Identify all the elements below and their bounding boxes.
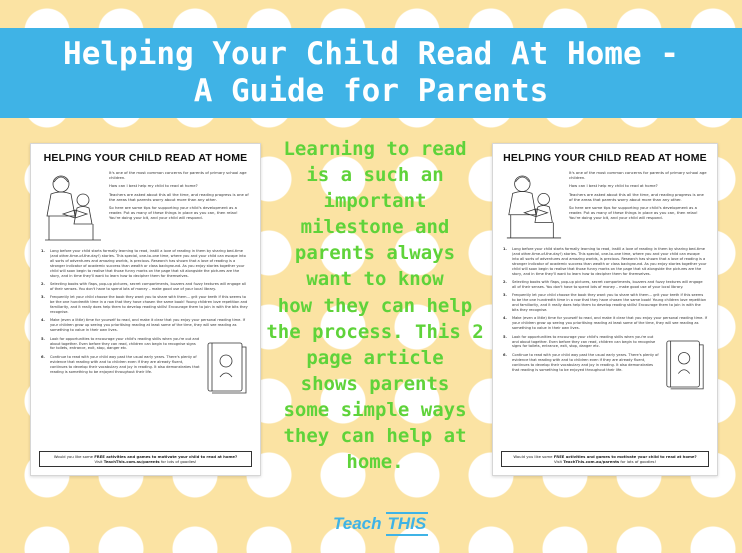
- list-item: [41, 282, 250, 292]
- footer-link[interactable]: TeachThis.com.au/parents: [103, 459, 160, 464]
- item-number: 3.: [503, 293, 507, 298]
- item-text: Frequently let your child choose the book they want you to share with them… grit your teeth if this seems to be the one hundredth time in a row that they have chosen the same book! Young children love repetition and familiarity, and it really does help them to develop reading skills! Encourage them to join in with the bits they recognise.: [50, 295, 248, 314]
- footer-text: Visit: [553, 459, 564, 464]
- list-item: [41, 337, 200, 352]
- worksheet-intro: [41, 170, 250, 244]
- parent-child-reading-illustration: [503, 170, 563, 242]
- item-text: Selecting books with flaps, pop-up pictures, secret compartments, buzzers and fuzzy textures will engage all of their senses. You don't have to spend lots of money – make good use of your local library.: [50, 281, 246, 291]
- blurb-line: is a such an: [306, 164, 444, 187]
- item-text: Continue to read with your child way past the usual early years. There's plenty of evidence that reading with and to children even if they are already fluent, continues to develop their vocabulary and joy in reading. It also demonstrates that reading is something to be enjoyed throughout their life.: [50, 354, 200, 374]
- list-item: [41, 249, 250, 278]
- blurb-line: milestone and: [300, 216, 450, 239]
- list-item: [41, 355, 200, 375]
- book-stack-illustration: [204, 337, 250, 397]
- item-text: Make (even a little) time for yourself to read, and make it clear that you enjoy your personal reading time. If your children grow up seeing you prioritising reading at least some of the time, they will see reading as something to value in their own lives.: [512, 316, 707, 331]
- footer-text: Visit: [94, 459, 104, 464]
- title-banner: [0, 28, 742, 118]
- list-item: [503, 293, 707, 313]
- footer-line-2: [504, 459, 706, 464]
- tips-list: [503, 247, 707, 393]
- intro-paragraph: How can I best help my child to read at home?: [109, 183, 198, 189]
- list-item: [503, 316, 707, 331]
- footer-line-2: [42, 459, 249, 464]
- item-number: 4.: [503, 316, 507, 321]
- tips-list: [41, 249, 250, 397]
- item-text: Look for opportunities to encourage your child's reading skills when you're out and about together. Even before they can read, children can begin to recognise signs for toilets, entrance, exit, stop, danger etc.: [512, 334, 656, 349]
- blurb-line: Learning to read: [283, 138, 467, 160]
- blurb-line: the process. This 2: [266, 320, 484, 343]
- item-number: 2.: [41, 281, 45, 286]
- intro-paragraph: So here are some tips for supporting your child's development as a reader. Put as many of these things in place as you can, then relax! You're doing your bit, and your child will respond.: [109, 205, 238, 221]
- item-number: 1.: [503, 247, 507, 251]
- blurb-line: important: [323, 190, 427, 213]
- footer-link[interactable]: TeachThis.com.au/parents: [563, 459, 620, 464]
- item-text: Look for opportunities to encourage your child's reading skills when you're out and about together. Even before they can read, children can begin to recognise signs for toilets, entrance, exit, stop, danger etc.: [50, 336, 200, 351]
- blurb-line: some simple ways: [283, 398, 467, 421]
- worksheet-preview-right: [492, 143, 718, 476]
- list-item: [503, 335, 659, 350]
- description-blurb: [255, 136, 495, 475]
- list-item: [503, 280, 707, 290]
- item-number: 4.: [41, 318, 45, 323]
- item-number: 5.: [503, 334, 507, 339]
- items-with-illustration: [41, 337, 250, 397]
- blurb-line: shows parents: [300, 372, 450, 395]
- blurb-line: home.: [346, 451, 404, 474]
- intro-paragraph: Teachers are asked about this all the time, and reading progress is one of the areas that parents worry about more than any other.: [109, 191, 249, 202]
- intro-paragraph: It's one of the most common concerns for parents of primary school age children.: [109, 170, 247, 181]
- list-item: [503, 353, 659, 373]
- logo-this: THIS: [386, 512, 429, 536]
- page-title-line-2: A Guide for Parents: [193, 73, 549, 109]
- footer-text: Would you like some: [513, 454, 554, 459]
- footer-text: Would you like some: [53, 454, 95, 459]
- list-item: [41, 295, 250, 315]
- worksheet-title: HELPING YOUR CHILD READ AT HOME: [43, 152, 248, 164]
- book-stack-illustration: [663, 335, 707, 393]
- item-number: 6.: [503, 352, 507, 357]
- intro-paragraph: It's one of the most common concerns for parents of primary school age children.: [569, 170, 707, 181]
- item-number: 6.: [41, 354, 45, 359]
- item-text: Long before your child starts formally learning to read, instill a love of reading in them by sharing bed-time (and other-time-of-the-day!) stories. This special, one-to-one time, where you and your child can escape into all sorts of adventures and amazing worlds, is precious. Research has shown that a love of reading is a stronger indicator of academic success than wealth or class background. As you enjoy stories together your child will soon begin to realise that those funny marks on the page that sit alongside the pictures are the story, and in time they'll want to learn how to decipher them for themselves.: [512, 247, 707, 276]
- intro-text: [569, 170, 707, 242]
- teachthis-logo: [333, 508, 433, 540]
- footer-text: for lots of goodies!: [619, 459, 657, 464]
- parent-child-reading-illustration: [41, 170, 103, 244]
- blurb-line: they can help at: [283, 425, 467, 448]
- items-with-illustration: [503, 335, 707, 393]
- blurb-line: how they can help: [277, 294, 473, 317]
- blurb-line: page article: [306, 346, 444, 369]
- worksheet-intro: [503, 170, 707, 242]
- blurb-line: parents always: [294, 242, 456, 265]
- intro-paragraph: So here are some tips for supporting your child's development as a reader. Put as many of these things in place as you can, then relax! You're doing your bit, and your child will respond.: [569, 205, 698, 221]
- footer-text: for lots of goodies!: [159, 459, 197, 464]
- item-text: Continue to read with your child way past the usual early years. There's plenty of evidence that reading with and to children even if they are already fluent, continues to develop their vocabulary and joy in reading. It also demonstrates that reading is something to be enjoyed throughout their life.: [512, 352, 659, 372]
- worksheet-title: HELPING YOUR CHILD READ AT HOME: [503, 152, 707, 164]
- list-item: [41, 318, 250, 333]
- worksheet-footer: [39, 451, 252, 467]
- intro-paragraph: How can I best help my child to read at home?: [569, 183, 658, 189]
- blurb-line: want to know: [306, 268, 444, 291]
- item-number: 1.: [41, 249, 45, 253]
- item-text: Make (even a little) time for yourself to read, and make it clear that you enjoy your personal reading time. If your children grow up seeing you prioritising reading at least some of the time, they will see reading as something to value in their own lives.: [50, 318, 245, 333]
- item-number: 3.: [41, 295, 45, 300]
- page-title-line-1: Helping Your Child Read At Home -: [63, 36, 679, 72]
- item-number: 2.: [503, 279, 507, 284]
- intro-paragraph: Teachers are asked about this all the time, and reading progress is one of the areas that parents worry about more than any other.: [569, 191, 704, 202]
- intro-text: [109, 170, 250, 244]
- footer-emphasis: FREE activities and games to motivate your child to read at home?: [94, 454, 238, 459]
- item-text: Selecting books with flaps, pop-up pictures, secret compartments, buzzers and fuzzy textures will engage all of their senses. You don't have to spend lots of money – make good use of your local library.: [512, 279, 703, 289]
- logo-teach: Teach: [333, 514, 382, 533]
- list-item: [503, 247, 707, 276]
- worksheet-preview-left: [30, 143, 261, 476]
- footer-emphasis: FREE activities and games to motivate your child to read at home?: [553, 454, 697, 459]
- item-number: 5.: [41, 336, 45, 341]
- item-text: Frequently let your child choose the book they want you to share with them… grit your teeth if this seems to be the one hundredth time in a row that they have chosen the same book! Young children love repetition and familiarity, and it really does help them to develop reading skills! Encourage them to join in with the bits they recognise.: [512, 293, 707, 312]
- item-text: Long before your child starts formally learning to read, instill a love of reading in them by sharing bed-time (and other-time-of-the-day!) stories. This special, one-to-one time, where you and your child can escape into all sorts of adventures and amazing worlds, is precious. Research has shown that a love of reading is a stronger indicator of academic success than wealth or class background. As you enjoy stories together your child will soon begin to realise that those funny marks on the page that sit alongside the pictures are the story, and in time they'll want to learn how to decipher them for themselves.: [50, 249, 246, 278]
- worksheet-footer: [501, 451, 709, 467]
